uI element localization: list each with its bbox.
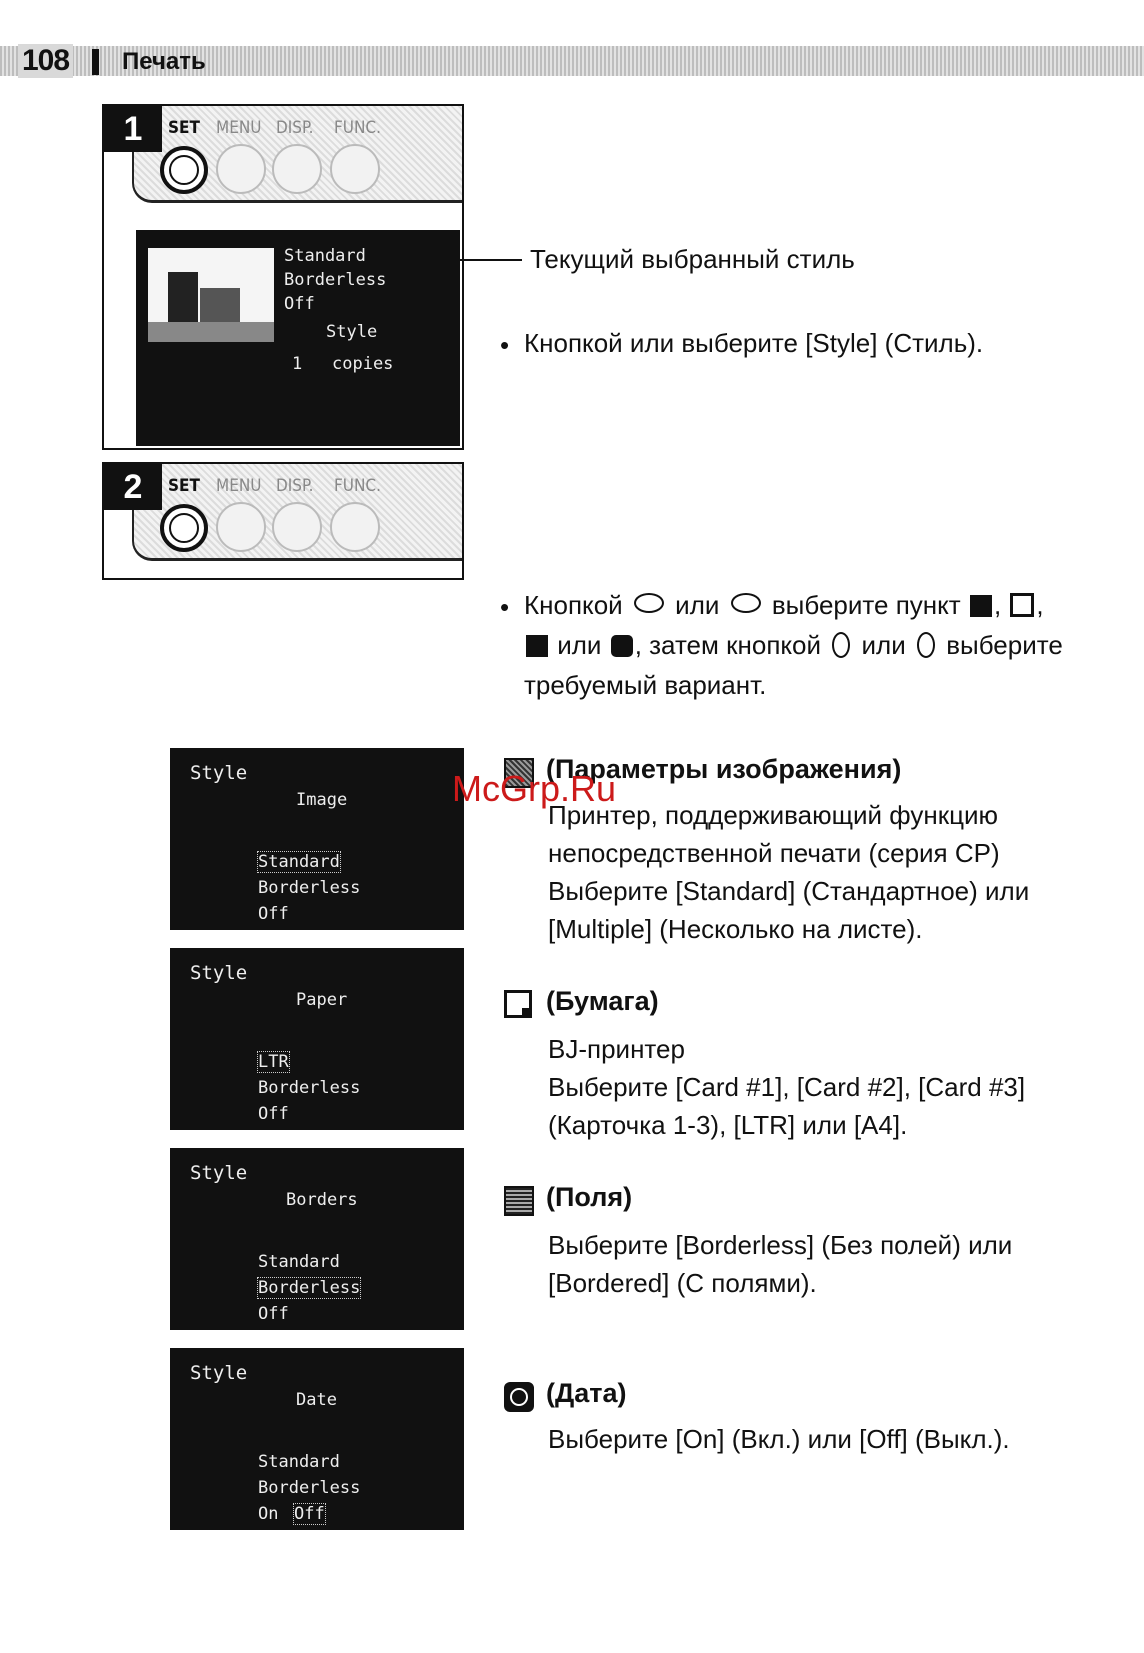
style-screen-borders [170,1148,464,1330]
set-label: SET [168,476,200,496]
photo-thumbnail [148,248,274,342]
page-title: Печать [122,48,206,75]
section-line: (Карточка 1-3), [LTR] или [A4]. [548,1110,908,1140]
section-line: Выберите [Borderless] (Без полей) или [548,1230,1013,1260]
disp-label: DISP. [276,118,314,138]
screen-row: Standard [258,1452,340,1472]
header-divider [92,49,99,75]
screen-style-title: Style [190,1162,248,1184]
screen-item-borderless: Borderless [284,270,387,290]
screen-row-selected: LTR [258,1052,289,1072]
screen-heading: Borders [286,1190,358,1210]
bullet-2-part: или [861,630,906,660]
screen-row-selected: Off [294,1504,325,1524]
bullet-2-line-2 [524,626,1063,664]
watermark: McGrp.Ru [452,768,617,809]
screen-style-title: Style [190,762,248,784]
section-title: (Бумага) [546,986,659,1016]
paper-icon [504,990,532,1018]
screen-row: Standard [258,1252,340,1272]
func-label: FUNC. [334,118,381,138]
disp-button[interactable] [272,144,322,194]
bullet-1-text [524,324,983,362]
screen-style-title: Style [190,1362,248,1384]
screen-row-selected: Borderless [258,1278,361,1298]
right-button-icon [917,632,935,658]
section-line: Выберите [On] (Вкл.) или [Off] (Выкл.). [548,1424,1010,1454]
section-line: непосредственной печати (серия CP) [548,838,1000,868]
lcd-screen-1 [136,230,460,446]
section-line: Выберите [Standard] (Стандартное) или [548,876,1030,906]
bullet-2-part: выберите [946,630,1063,660]
borders-icon [526,635,548,657]
screen-heading: Paper [296,990,348,1010]
style-screen-paper [170,948,464,1130]
bullet-2-part: , затем кнопкой [634,630,822,660]
screen-style-title: Style [190,962,248,984]
disp-label: DISP. [276,476,314,496]
bullet-2-part: или [557,630,602,660]
date-icon [611,635,633,657]
section-title: (Дата) [546,1378,627,1408]
borders-icon [504,1186,534,1216]
date-icon [504,1382,534,1412]
screen-style-label: Style [326,322,378,342]
style-screen-image [170,748,464,930]
bullet-dot: • [500,592,510,622]
bullet-2-line-1: Кнопкой или выберите пункт , , [524,590,1044,620]
screen-row: On [258,1504,279,1524]
screen-row: Off [258,1304,289,1324]
left-button-icon [832,632,850,658]
func-label: FUNC. [334,476,381,496]
screen-heading: Date [296,1390,337,1410]
copies-label: copies [332,354,394,374]
section-line: Принтер, поддерживающий функцию [548,800,999,830]
bullet-2-part: или [675,590,720,620]
step-number: 1 [104,106,162,152]
screen-row: Off [258,904,289,924]
func-button[interactable] [330,144,380,194]
page-number: 108 [18,44,73,78]
screen-heading: Image [296,790,348,810]
bullet-2-part: Кнопкой [524,590,623,620]
copies-value: 1 [292,354,303,374]
menu-label: MENU [216,476,262,496]
step-2-panel [102,462,464,580]
bullet-dot: • [500,330,510,360]
screen-item-off: Off [284,294,315,314]
screen-row: Borderless [258,1478,361,1498]
down-button-icon [634,593,664,613]
paper-icon [1010,593,1034,617]
menu-label: MENU [216,118,262,138]
step-1-panel [102,104,464,450]
bullet-2-line-3: требуемый вариант. [524,670,767,700]
bullet-2-part: выберите пункт [771,590,961,620]
screen-row-selected: Standard [258,852,340,872]
menu-button[interactable] [216,502,266,552]
section-line: Выберите [Card #1], [Card #2], [Card #3] [548,1072,1026,1102]
menu-button[interactable] [216,144,266,194]
screen-row: Borderless [258,1078,361,1098]
up-button-icon [731,593,761,613]
section-line: [Bordered] (С полями). [548,1268,817,1298]
func-button[interactable] [330,502,380,552]
set-label: SET [168,118,200,138]
section-line: [Multiple] (Несколько на листе). [548,914,923,944]
bullet-1-content: Кнопкой или выберите [Style] (Стиль). [524,328,984,358]
screen-row: Borderless [258,878,361,898]
style-screen-date [170,1348,464,1530]
set-button[interactable] [160,504,208,552]
step-number: 2 [104,464,162,510]
disp-button[interactable] [272,502,322,552]
set-button[interactable] [160,146,208,194]
section-title: (Поля) [546,1182,633,1212]
image-icon [970,595,992,617]
screen-row: Off [258,1104,289,1124]
section-title: (Параметры изображения) [546,754,902,784]
screen-item-standard: Standard [284,246,366,266]
callout-line [418,259,522,261]
section-line: BJ-принтер [548,1034,685,1064]
callout-text: Текущий выбранный стиль [530,244,855,274]
